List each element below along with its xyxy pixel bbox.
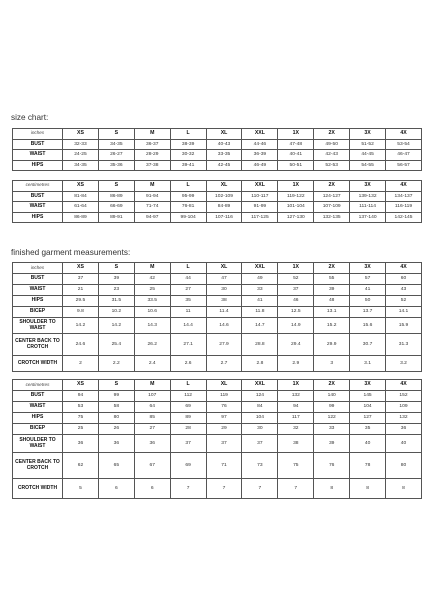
table-cell: 145 xyxy=(350,391,386,402)
table-cell: 46 xyxy=(278,296,314,307)
table-cell: 35-36 xyxy=(98,160,134,171)
table-cell: 41 xyxy=(242,296,278,307)
table-cell: 80 xyxy=(98,413,134,424)
table-cell: 76 xyxy=(206,402,242,413)
table-cell: 122 xyxy=(314,413,350,424)
table-cell: 55 xyxy=(314,274,350,285)
table-cell: 46-49 xyxy=(242,160,278,171)
size-header: S xyxy=(98,263,134,274)
size-header: S xyxy=(98,380,134,391)
table-cell: 27 xyxy=(134,424,170,435)
table-cell: 10.2 xyxy=(98,307,134,318)
table-cell: 37 xyxy=(63,274,99,285)
table-cell: 9.8 xyxy=(63,307,99,318)
table-row xyxy=(13,202,422,213)
table-cell: 2.4 xyxy=(134,356,170,372)
table-cell: 2.7 xyxy=(206,356,242,372)
table-cell: 43 xyxy=(386,285,422,296)
size-header: 2X xyxy=(314,129,350,140)
size-header: M xyxy=(134,380,170,391)
table-cell: 31.5 xyxy=(98,296,134,307)
table-cell: 14.1 xyxy=(386,307,422,318)
table-cell: 97 xyxy=(206,413,242,424)
row-label: CROTCH WIDTH xyxy=(13,356,63,372)
table-cell: 94 xyxy=(278,402,314,413)
table-cell: 36-39 xyxy=(242,150,278,161)
row-label: WAIST xyxy=(13,150,63,161)
table-row xyxy=(13,334,422,356)
table-header-row xyxy=(13,181,422,192)
table-cell: 26.2 xyxy=(134,334,170,356)
table-cell: 14.2 xyxy=(98,318,134,334)
table-cell: 34-35 xyxy=(63,160,99,171)
table-cell: 127 xyxy=(350,413,386,424)
table-cell: 65 xyxy=(98,453,134,479)
table-cell: 30 xyxy=(242,424,278,435)
table-header-row xyxy=(13,263,422,274)
table-cell: 47 xyxy=(206,274,242,285)
table-cell: 60 xyxy=(386,274,422,285)
row-label: BICEP xyxy=(13,424,63,435)
table-header-row xyxy=(13,380,422,391)
row-label: BUST xyxy=(13,191,63,202)
table-cell: 104 xyxy=(242,413,278,424)
table-cell: 2.2 xyxy=(98,356,134,372)
size-header: XS xyxy=(63,129,99,140)
table-cell: 127-130 xyxy=(278,212,314,223)
row-label: BUST xyxy=(13,139,63,150)
size-header: L xyxy=(170,181,206,192)
size-header: 3X xyxy=(350,181,386,192)
table-cell: 104 xyxy=(350,402,386,413)
row-label: HIPS xyxy=(13,413,63,424)
row-label: SHOULDER TO WAIST xyxy=(13,318,63,334)
table-cell: 71-74 xyxy=(134,202,170,213)
table-cell: 13.1 xyxy=(314,307,350,318)
size-header: 3X xyxy=(350,380,386,391)
finished-centimetres-table xyxy=(12,379,422,499)
size-header: XS xyxy=(63,380,99,391)
table-cell: 112 xyxy=(170,391,206,402)
table-cell: 116-119 xyxy=(386,202,422,213)
table-cell: 33-35 xyxy=(206,150,242,161)
table-cell: 73 xyxy=(242,453,278,479)
table-row xyxy=(13,453,422,479)
table-cell: 107 xyxy=(134,391,170,402)
table-cell: 7 xyxy=(206,479,242,499)
table-cell: 64 xyxy=(134,402,170,413)
row-label: BUST xyxy=(13,274,63,285)
table-row xyxy=(13,139,422,150)
table-cell: 35 xyxy=(350,424,386,435)
table-cell: 71 xyxy=(206,453,242,479)
table-cell: 39-41 xyxy=(170,160,206,171)
table-cell: 28 xyxy=(170,424,206,435)
table-cell: 3.1 xyxy=(350,356,386,372)
size-header: XL xyxy=(206,181,242,192)
table-cell: 11.4 xyxy=(206,307,242,318)
table-cell: 30.7 xyxy=(350,334,386,356)
unit-label: inches xyxy=(13,129,63,140)
size-header: 4X xyxy=(386,181,422,192)
table-cell: 30-32 xyxy=(170,150,206,161)
table-cell: 30 xyxy=(206,285,242,296)
table-cell: 6 xyxy=(98,479,134,499)
size-header: XS xyxy=(63,181,99,192)
table-row xyxy=(13,274,422,285)
size-header: 2X xyxy=(314,263,350,274)
table-cell: 140 xyxy=(314,391,350,402)
finished-measurements-title: finished garment measurements: xyxy=(11,248,131,257)
table-cell: 142-145 xyxy=(386,212,422,223)
table-cell: 52 xyxy=(386,296,422,307)
row-label: CROTCH WIDTH xyxy=(13,479,63,499)
table-cell: 132 xyxy=(278,391,314,402)
table-row xyxy=(13,285,422,296)
table-row xyxy=(13,307,422,318)
size-header: L xyxy=(170,380,206,391)
size-header: 4X xyxy=(386,380,422,391)
row-label: SHOULDER TO WAIST xyxy=(13,435,63,453)
table-cell: 54-55 xyxy=(350,160,386,171)
table-cell: 44-46 xyxy=(242,139,278,150)
row-label: HIPS xyxy=(13,212,63,223)
table-cell: 14.7 xyxy=(242,318,278,334)
table-cell: 44 xyxy=(170,274,206,285)
unit-label: centimetres xyxy=(13,181,63,192)
table-cell: 47-48 xyxy=(278,139,314,150)
size-header: XL xyxy=(206,380,242,391)
table-cell: 61-64 xyxy=(63,202,99,213)
table-cell: 94-97 xyxy=(134,212,170,223)
table-cell: 32 xyxy=(278,424,314,435)
table-cell: 37 xyxy=(206,435,242,453)
table-cell: 86-89 xyxy=(63,212,99,223)
table-cell: 37-38 xyxy=(134,160,170,171)
size-header: XXL xyxy=(242,380,278,391)
table-cell: 27 xyxy=(170,285,206,296)
table-row xyxy=(13,150,422,161)
table-cell: 44-45 xyxy=(350,150,386,161)
table-cell: 91-99 xyxy=(242,202,278,213)
table-row xyxy=(13,479,422,499)
table-cell: 39 xyxy=(314,435,350,453)
table-cell: 33 xyxy=(242,285,278,296)
table-cell: 24.6 xyxy=(63,334,99,356)
table-cell: 50-51 xyxy=(278,160,314,171)
size-header: M xyxy=(134,263,170,274)
table-cell: 95-99 xyxy=(170,191,206,202)
table-cell: 137-140 xyxy=(350,212,386,223)
table-cell: 75 xyxy=(278,453,314,479)
table-cell: 27.9 xyxy=(206,334,242,356)
table-header-row xyxy=(13,129,422,140)
table-cell: 8 xyxy=(386,479,422,499)
row-label: CENTER BACK TO CROTCH xyxy=(13,453,63,479)
table-cell: 35 xyxy=(170,296,206,307)
table-cell: 2.8 xyxy=(242,356,278,372)
table-cell: 102-109 xyxy=(206,191,242,202)
table-cell: 36 xyxy=(98,435,134,453)
size-chart-inches-table xyxy=(12,128,422,171)
size-header: L xyxy=(170,129,206,140)
size-chart-title: size chart: xyxy=(11,113,49,122)
table-cell: 28-29 xyxy=(134,150,170,161)
size-chart-centimetres-table xyxy=(12,180,422,223)
row-label: HIPS xyxy=(13,296,63,307)
size-header: S xyxy=(98,181,134,192)
table-cell: 86-89 xyxy=(98,191,134,202)
table-cell: 36 xyxy=(134,435,170,453)
table-cell: 29.4 xyxy=(278,334,314,356)
size-header: XL xyxy=(206,263,242,274)
table-cell: 53-54 xyxy=(386,139,422,150)
table-cell: 49 xyxy=(242,274,278,285)
size-header: 4X xyxy=(386,129,422,140)
table-cell: 78 xyxy=(350,453,386,479)
table-cell: 94 xyxy=(63,391,99,402)
table-cell: 52 xyxy=(278,274,314,285)
table-cell: 33.5 xyxy=(134,296,170,307)
table-cell: 85 xyxy=(134,413,170,424)
table-cell: 28.8 xyxy=(242,334,278,356)
table-row xyxy=(13,391,422,402)
table-cell: 36 xyxy=(386,424,422,435)
table-cell: 2 xyxy=(63,356,99,372)
table-cell: 111-114 xyxy=(350,202,386,213)
table-cell: 53 xyxy=(63,402,99,413)
row-label: BUST xyxy=(13,391,63,402)
row-label: CENTER BACK TO CROTCH xyxy=(13,334,63,356)
size-header: S xyxy=(98,129,134,140)
table-cell: 99 xyxy=(314,402,350,413)
table-cell: 40-43 xyxy=(206,139,242,150)
size-header: 1X xyxy=(278,181,314,192)
table-cell: 26 xyxy=(98,424,134,435)
table-cell: 48 xyxy=(314,296,350,307)
table-row xyxy=(13,191,422,202)
table-cell: 40 xyxy=(386,435,422,453)
size-header: XL xyxy=(206,129,242,140)
table-cell: 56-57 xyxy=(386,160,422,171)
table-cell: 42 xyxy=(134,274,170,285)
table-cell: 40-41 xyxy=(278,150,314,161)
table-cell: 6 xyxy=(134,479,170,499)
table-cell: 26-27 xyxy=(98,150,134,161)
size-header: M xyxy=(134,129,170,140)
table-cell: 57 xyxy=(350,274,386,285)
table-cell: 89-91 xyxy=(98,212,134,223)
table-cell: 37 xyxy=(278,285,314,296)
size-header: 1X xyxy=(278,263,314,274)
table-cell: 69 xyxy=(170,453,206,479)
table-cell: 29.5 xyxy=(63,296,99,307)
table-cell: 52-53 xyxy=(314,160,350,171)
row-label: WAIST xyxy=(13,402,63,413)
table-cell: 58 xyxy=(98,402,134,413)
table-cell: 134-137 xyxy=(386,191,422,202)
table-cell: 62 xyxy=(63,453,99,479)
table-cell: 3.2 xyxy=(386,356,422,372)
table-cell: 99-104 xyxy=(170,212,206,223)
table-cell: 21 xyxy=(63,285,99,296)
table-cell: 117-125 xyxy=(242,212,278,223)
table-cell: 101-104 xyxy=(278,202,314,213)
size-header: 1X xyxy=(278,380,314,391)
size-header: XXL xyxy=(242,181,278,192)
table-cell: 89 xyxy=(170,413,206,424)
size-header: 2X xyxy=(314,181,350,192)
table-cell: 14.6 xyxy=(206,318,242,334)
finished-inches-table xyxy=(12,262,422,372)
table-cell: 23 xyxy=(98,285,134,296)
table-cell: 49-50 xyxy=(314,139,350,150)
table-cell: 25 xyxy=(134,285,170,296)
table-cell: 75 xyxy=(63,413,99,424)
table-cell: 34-35 xyxy=(98,139,134,150)
table-cell: 132 xyxy=(386,413,422,424)
table-cell: 7 xyxy=(242,479,278,499)
table-cell: 27.1 xyxy=(170,334,206,356)
table-cell: 42-43 xyxy=(314,150,350,161)
size-header: 1X xyxy=(278,129,314,140)
size-header: M xyxy=(134,181,170,192)
table-cell: 50 xyxy=(350,296,386,307)
table-cell: 38 xyxy=(206,296,242,307)
table-cell: 33 xyxy=(314,424,350,435)
table-cell: 15.2 xyxy=(314,318,350,334)
row-label: BICEP xyxy=(13,307,63,318)
size-header: XS xyxy=(63,263,99,274)
table-cell: 29 xyxy=(206,424,242,435)
table-cell: 46-47 xyxy=(386,150,422,161)
row-label: WAIST xyxy=(13,202,63,213)
table-cell: 8 xyxy=(350,479,386,499)
table-cell: 76 xyxy=(314,453,350,479)
table-cell: 11 xyxy=(170,307,206,318)
table-cell: 7 xyxy=(170,479,206,499)
size-header: 4X xyxy=(386,263,422,274)
table-cell: 66-69 xyxy=(98,202,134,213)
table-cell: 7 xyxy=(278,479,314,499)
table-cell: 107-116 xyxy=(206,212,242,223)
table-cell: 14.2 xyxy=(63,318,99,334)
table-cell: 139-132 xyxy=(350,191,386,202)
table-cell: 109 xyxy=(386,402,422,413)
table-row xyxy=(13,160,422,171)
table-cell: 117 xyxy=(278,413,314,424)
table-cell: 124 xyxy=(242,391,278,402)
table-cell: 8 xyxy=(314,479,350,499)
table-cell: 69 xyxy=(170,402,206,413)
table-cell: 81-84 xyxy=(63,191,99,202)
table-cell: 25.4 xyxy=(98,334,134,356)
table-row xyxy=(13,435,422,453)
size-header: 3X xyxy=(350,129,386,140)
size-header: 3X xyxy=(350,263,386,274)
table-cell: 107-109 xyxy=(314,202,350,213)
size-header: XXL xyxy=(242,263,278,274)
table-cell: 36-37 xyxy=(134,139,170,150)
table-cell: 76-81 xyxy=(170,202,206,213)
table-cell: 41 xyxy=(350,285,386,296)
table-row xyxy=(13,212,422,223)
table-cell: 10.6 xyxy=(134,307,170,318)
table-cell: 38-39 xyxy=(170,139,206,150)
size-header: XXL xyxy=(242,129,278,140)
size-header: 2X xyxy=(314,380,350,391)
table-cell: 2.6 xyxy=(170,356,206,372)
table-cell: 2.9 xyxy=(278,356,314,372)
row-label: WAIST xyxy=(13,285,63,296)
table-row xyxy=(13,424,422,435)
table-cell: 5 xyxy=(63,479,99,499)
unit-label: inches xyxy=(13,263,63,274)
unit-label: centimetres xyxy=(13,380,63,391)
table-cell: 91-94 xyxy=(134,191,170,202)
table-cell: 14.4 xyxy=(170,318,206,334)
table-row xyxy=(13,413,422,424)
table-cell: 14.3 xyxy=(134,318,170,334)
table-cell: 119 xyxy=(206,391,242,402)
table-cell: 84 xyxy=(242,402,278,413)
table-cell: 67 xyxy=(134,453,170,479)
table-cell: 36 xyxy=(63,435,99,453)
table-row xyxy=(13,296,422,307)
table-cell: 15.9 xyxy=(386,318,422,334)
table-cell: 124-127 xyxy=(314,191,350,202)
row-label: HIPS xyxy=(13,160,63,171)
table-cell: 29.9 xyxy=(314,334,350,356)
table-row xyxy=(13,318,422,334)
size-header: L xyxy=(170,263,206,274)
table-cell: 3 xyxy=(314,356,350,372)
table-cell: 15.6 xyxy=(350,318,386,334)
table-cell: 37 xyxy=(242,435,278,453)
table-cell: 152 xyxy=(386,391,422,402)
table-cell: 40 xyxy=(350,435,386,453)
table-cell: 25 xyxy=(63,424,99,435)
table-cell: 110-117 xyxy=(242,191,278,202)
table-cell: 11.8 xyxy=(242,307,278,318)
table-cell: 84-89 xyxy=(206,202,242,213)
table-cell: 132-135 xyxy=(314,212,350,223)
table-cell: 13.7 xyxy=(350,307,386,318)
table-row xyxy=(13,402,422,413)
table-cell: 14.9 xyxy=(278,318,314,334)
table-cell: 80 xyxy=(386,453,422,479)
table-cell: 37 xyxy=(170,435,206,453)
table-row xyxy=(13,356,422,372)
table-cell: 39 xyxy=(98,274,134,285)
table-cell: 99 xyxy=(98,391,134,402)
table-cell: 51-52 xyxy=(350,139,386,150)
table-cell: 24-25 xyxy=(63,150,99,161)
table-cell: 31.3 xyxy=(386,334,422,356)
table-cell: 32-33 xyxy=(63,139,99,150)
table-cell: 42-45 xyxy=(206,160,242,171)
table-cell: 119-122 xyxy=(278,191,314,202)
table-cell: 12.5 xyxy=(278,307,314,318)
table-cell: 38 xyxy=(278,435,314,453)
table-cell: 39 xyxy=(314,285,350,296)
